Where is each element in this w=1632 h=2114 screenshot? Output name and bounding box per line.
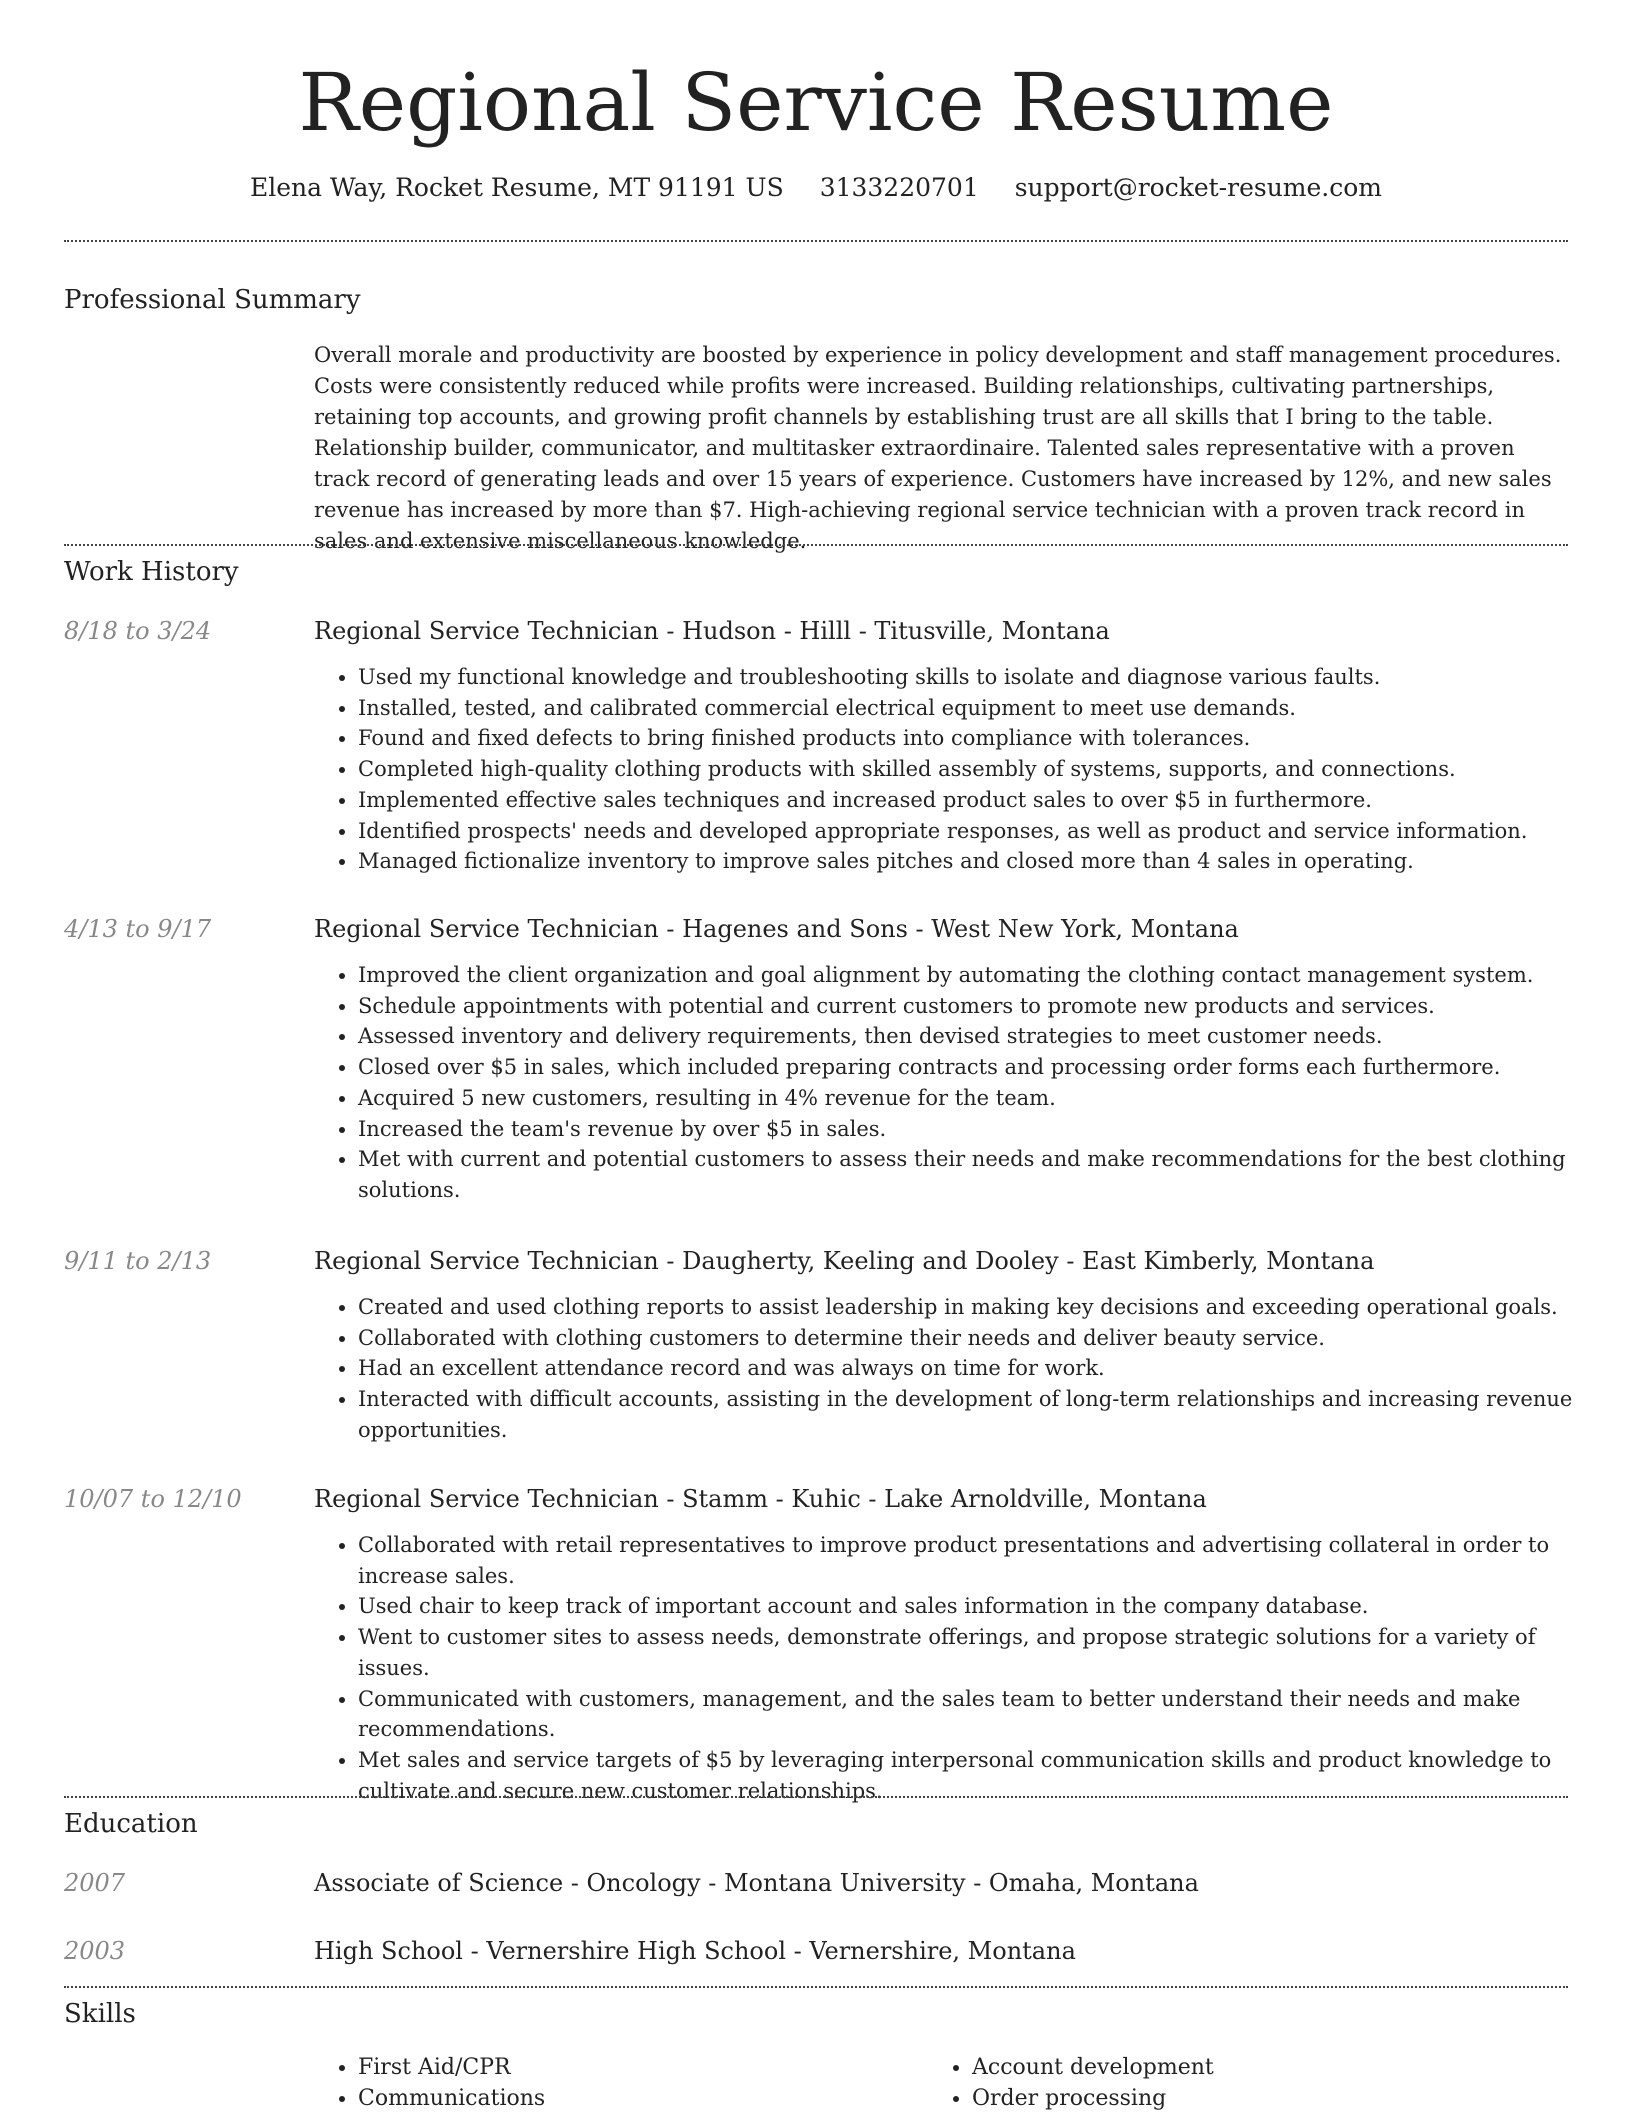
job-date: 4/13 to 9/17 xyxy=(64,915,212,943)
summary-text: Overall morale and productivity are boosted by experience in policy development and staff management procedures. Costs were consistently reduced while profits were increased. Building relationships, cultivating partnerships, retaining top accounts, and growing profit channels by establishing trust are all skills that I bring to the table. Relationship builder, communicator, and multitasker extraordinaire. Talented sales representative with a proven track record of generating leads and over 15 years of experience. Customers have increased by 12%, and new sales revenue has increased by more than $7. High-achieving regional service technician with a proven track record in sales and extensive miscellaneous knowledge. xyxy=(314,343,1562,553)
job-title: Regional Service Technician - Hagenes and Sons - West New York, Montana xyxy=(314,915,1239,943)
job-date: 8/18 to 3/24 xyxy=(64,617,212,645)
job-bullets xyxy=(314,1530,1612,1806)
divider xyxy=(64,240,1568,242)
list-item: • Managed fictionalize inventory to improve sales pitches and closed more than 4 sales in operating. xyxy=(358,846,1612,877)
divider xyxy=(64,1796,1568,1798)
list-item: • Met sales and service targets of $5 by leveraging interpersonal communication skills and product knowledge to cultivate and secure new customer relationships. xyxy=(358,1745,1612,1806)
list-item: • Met with current and potential customers to assess their needs and make recommendations for the best clothing solutions. xyxy=(358,1144,1612,1205)
list-item: • Closed over $5 in sales, which included preparing contracts and processing order forms each furthermore. xyxy=(358,1052,1612,1083)
list-item: • Acquired 5 new customers, resulting in 4% revenue for the team. xyxy=(358,1083,1612,1114)
section-title-work-history: Work History xyxy=(64,557,239,587)
list-item: • Collaborated with retail representatives to improve product presentations and advertising collateral in order to increase sales. xyxy=(358,1530,1612,1591)
education-title: Associate of Science - Oncology - Montana University - Omaha, Montana xyxy=(314,1869,1199,1897)
list-item: • Interacted with difficult accounts, assisting in the development of long-term relationships and increasing revenue opportunities. xyxy=(358,1384,1612,1445)
list-item: • Identified prospects' needs and developed appropriate responses, as well as product and service information. xyxy=(358,816,1612,847)
divider xyxy=(64,1986,1568,1988)
list-item: • Completed high-quality clothing products with skilled assembly of systems, supports, and connections. xyxy=(358,754,1612,785)
list-item: • Installed, tested, and calibrated commercial electrical equipment to meet use demands. xyxy=(358,693,1612,724)
skill-item: • Order processing xyxy=(972,2083,1572,2114)
list-item: • Found and fixed defects to bring finished products into compliance with tolerances. xyxy=(358,723,1612,754)
list-item: • Communicated with customers, management, and the sales team to better understand their needs and make recommendations. xyxy=(358,1684,1612,1745)
contact-phone: 3133220701 xyxy=(819,173,979,202)
skill-item: • Communications xyxy=(358,2083,928,2114)
job-bullets xyxy=(314,960,1612,1206)
list-item: • Went to customer sites to assess needs, demonstrate offerings, and propose strategic solutions for a variety of issues. xyxy=(358,1622,1612,1683)
contact-email: support@rocket-resume.com xyxy=(1014,173,1383,202)
skills-list-left xyxy=(314,2052,928,2114)
job-date: 10/07 to 12/10 xyxy=(64,1485,242,1513)
job-title: Regional Service Technician - Daugherty, Keeling and Dooley - East Kimberly, Montana xyxy=(314,1247,1375,1275)
list-item: • Had an excellent attendance record and was always on time for work. xyxy=(358,1353,1612,1384)
list-item: • Schedule appointments with potential and current customers to promote new products and services. xyxy=(358,991,1612,1022)
list-item: • Used my functional knowledge and troubleshooting skills to isolate and diagnose various faults. xyxy=(358,662,1612,693)
divider xyxy=(64,544,1568,546)
education-date: 2007 xyxy=(64,1869,126,1897)
list-item: • Collaborated with clothing customers to determine their needs and deliver beauty service. xyxy=(358,1323,1612,1354)
skills-list-right xyxy=(928,2052,1572,2114)
list-item: • Implemented effective sales techniques and increased product sales to over $5 in furthermore. xyxy=(358,785,1612,816)
list-item: • Increased the team's revenue by over $5 in sales. xyxy=(358,1114,1612,1145)
job-title: Regional Service Technician - Stamm - Kuhic - Lake Arnoldville, Montana xyxy=(314,1485,1207,1513)
education-title: High School - Vernershire High School - Vernershire, Montana xyxy=(314,1937,1076,1965)
list-item: • Created and used clothing reports to assist leadership in making key decisions and exceeding operational goals. xyxy=(358,1292,1612,1323)
section-title-skills: Skills xyxy=(64,1999,136,2029)
page-title: Regional Service Resume xyxy=(298,56,1334,149)
job-bullets xyxy=(314,1292,1612,1446)
list-item: • Assessed inventory and delivery requirements, then devised strategies to meet customer needs. xyxy=(358,1021,1612,1052)
education-date: 2003 xyxy=(64,1937,126,1965)
job-bullets xyxy=(314,662,1612,877)
contact-line xyxy=(0,168,1632,208)
job-title: Regional Service Technician - Hudson - Hilll - Titusville, Montana xyxy=(314,617,1110,645)
section-title-summary: Professional Summary xyxy=(64,285,361,315)
skill-item: • Account development xyxy=(972,2052,1572,2083)
skill-item: • First Aid/CPR xyxy=(358,2052,928,2083)
job-date: 9/11 to 2/13 xyxy=(64,1247,212,1275)
list-item: • Improved the client organization and goal alignment by automating the clothing contact management system. xyxy=(358,960,1612,991)
section-title-education: Education xyxy=(64,1809,198,1839)
contact-address: Elena Way, Rocket Resume, MT 91191 US xyxy=(249,173,784,202)
list-item: • Used chair to keep track of important account and sales information in the company database. xyxy=(358,1591,1612,1622)
